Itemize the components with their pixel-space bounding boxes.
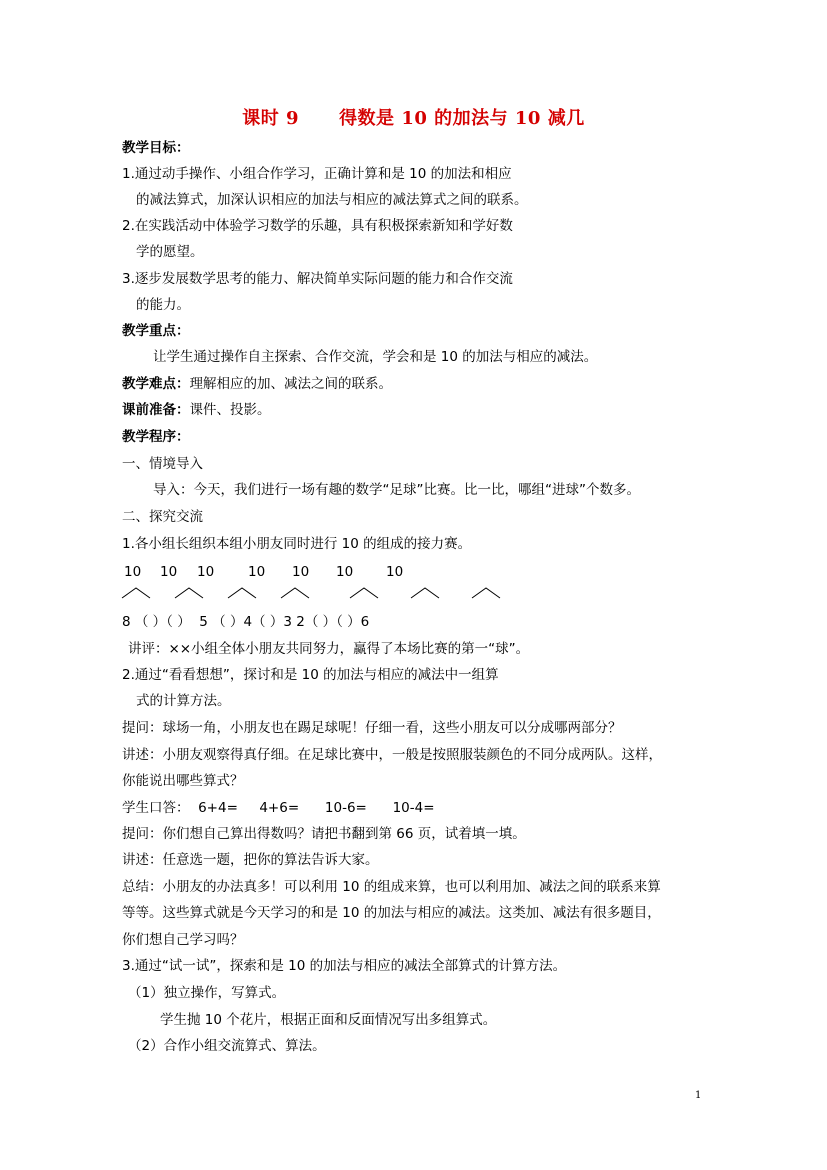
procedure-heading: 教学程序： <box>122 429 190 445</box>
summary-line-1: 总结：小朋友的办法真多！可以利用 10 的组成来算，也可以利用加、减法之间的联系来算 <box>122 879 661 895</box>
comment-text: 讲评：××小组全体小朋友共同努力，赢得了本场比赛的第一“球”。 <box>128 641 530 657</box>
ten-label: 10 <box>386 564 404 580</box>
goal-3-line-2: 的能力。 <box>136 297 190 313</box>
summary-line-3: 你们想自己学习吗？ <box>122 932 244 948</box>
oral-answers: 学生口答： 6+4= 4+6= 10-6= 10-4= <box>122 800 435 816</box>
goal-2-line-1: 2.在实践活动中体验学习数学的乐趣，具有积极探索新知和学好数 <box>122 218 513 234</box>
preparation-text: 课件、投影。 <box>189 402 271 418</box>
talk-1-line-2: 你能说出哪些算式？ <box>122 773 244 789</box>
page-number: 1 <box>695 1090 702 1101</box>
sub-item-1-text: 学生抛 10 个花片，根据正面和反面情况写出多组算式。 <box>160 1012 497 1028</box>
branch-mark <box>281 588 309 598</box>
key-points-heading: 教学重点： <box>122 323 190 339</box>
lesson-number: 课时 9 <box>242 108 300 129</box>
branch-mark <box>472 588 500 598</box>
item-1-text: 1.各小组长组织本组小朋友同时进行 10 的组成的接力赛。 <box>122 536 472 552</box>
branch-mark <box>228 588 256 598</box>
ten-label: 10 <box>124 564 142 580</box>
section-1-heading: 一、情境导入 <box>122 456 203 472</box>
section-1-text: 导入：今天，我们进行一场有趣的数学“足球”比赛。比一比，哪组“进球”个数多。 <box>153 482 640 498</box>
preparation-label: 课前准备： <box>122 402 190 418</box>
ten-label: 10 <box>248 564 266 580</box>
blanks-row: 8 （ ）（ ） 5 （ ）4（ ）3 2（ ）（ ）6 <box>122 614 370 630</box>
goal-1-line-2: 的减法算式，加深认识相应的加法与相应的减法算式之间的联系。 <box>136 192 528 208</box>
branch-mark <box>411 588 439 598</box>
talk-1-line-1: 讲述：小朋友观察得真仔细。在足球比赛中，一般是按照服装颜色的不同分成两队。这样， <box>122 747 662 763</box>
sub-item-2: （2）合作小组交流算式、算法。 <box>128 1038 326 1054</box>
question-2: 提问：你们想自己算出得数吗？请把书翻到第 66 页，试着填一填。 <box>122 826 526 842</box>
item-2-line-2: 式的计算方法。 <box>136 693 231 709</box>
branch-mark <box>350 588 378 598</box>
difficulty-text: 理解相应的加、减法之间的联系。 <box>189 376 392 392</box>
key-points-text: 让学生通过操作自主探索、合作交流，学会和是 10 的加法与相应的减法。 <box>153 349 598 365</box>
item-3-text: 3.通过“试一试”，探索和是 10 的加法与相应的减法全部算式的计算方法。 <box>122 958 567 974</box>
section-2-heading: 二、探究交流 <box>122 509 203 525</box>
ten-label: 10 <box>336 564 354 580</box>
goal-1-line-1: 1.通过动手操作、小组合作学习，正确计算和是 10 的加法和相应 <box>122 166 512 182</box>
lesson-topic: 得数是 10 的加法与 10 减几 <box>339 108 585 129</box>
goal-2-line-2: 学的愿望。 <box>136 244 204 260</box>
branch-mark <box>175 588 203 598</box>
ten-label: 10 <box>197 564 215 580</box>
item-2-line-1: 2.通过“看看想想”，探讨和是 10 的加法与相应的减法中一组算 <box>122 667 499 683</box>
teaching-goals-heading: 教学目标： <box>122 140 190 156</box>
sub-item-1: （1）独立操作，写算式。 <box>128 985 286 1001</box>
summary-line-2: 等等。这些算式就是今天学习的和是 10 的加法与相应的减法。这类加、减法有很多题目， <box>122 905 661 921</box>
branch-mark <box>122 588 150 598</box>
goal-3-line-1: 3.逐步发展数学思考的能力、解决简单实际问题的能力和合作交流 <box>122 271 513 287</box>
ten-label: 10 <box>292 564 310 580</box>
ten-label: 10 <box>160 564 178 580</box>
difficulty-label: 教学难点： <box>122 376 190 392</box>
talk-2: 讲述：任意选一题，把你的算法告诉大家。 <box>122 852 379 868</box>
question-1: 提问：球场一角，小朋友也在踢足球呢！仔细一看，这些小朋友可以分成哪两部分？ <box>122 720 622 736</box>
